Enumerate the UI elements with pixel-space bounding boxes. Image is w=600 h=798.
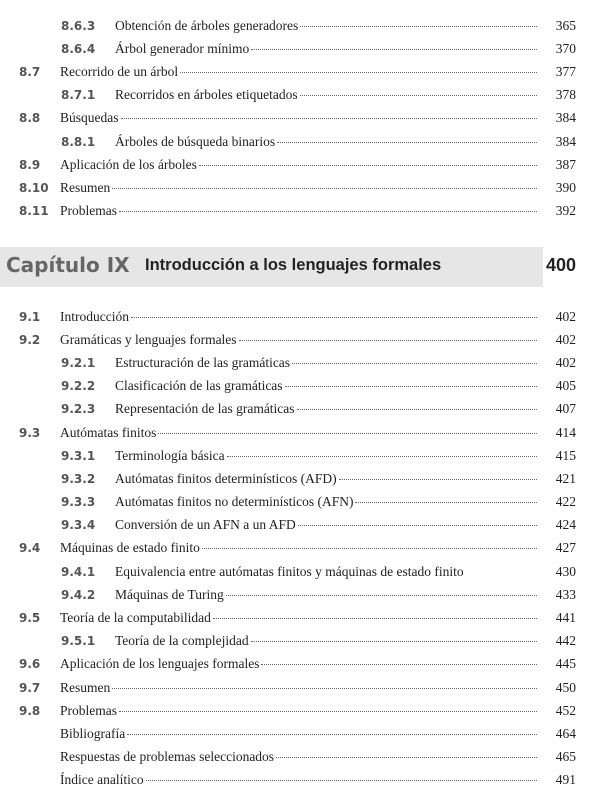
- page-number: 407: [555, 401, 576, 417]
- section-title: Teoría de la complejidad: [115, 633, 249, 649]
- dot-leader: [355, 502, 537, 503]
- page-number: 452: [555, 702, 576, 718]
- section-number: 8.8.1: [61, 134, 96, 149]
- dot-leader: [146, 780, 537, 781]
- section-title: Resumen: [60, 179, 111, 195]
- section-number: 9.5.1: [61, 634, 96, 649]
- dot-leader: [300, 26, 537, 27]
- page-number: 402: [555, 331, 576, 347]
- section-number: 8.10: [19, 180, 49, 195]
- section-title: Problemas: [60, 702, 117, 718]
- section-number: 8.9: [19, 157, 41, 172]
- toc-entry: [0, 375, 600, 398]
- toc-entry: [0, 630, 600, 653]
- section-number: 9.3.4: [61, 518, 96, 533]
- section-title: Respuestas de problemas seleccionados: [60, 749, 275, 765]
- section-number: 9.5: [19, 611, 41, 626]
- dot-leader: [119, 711, 537, 712]
- page-number: 390: [555, 179, 576, 195]
- section-number: 9.3.2: [61, 471, 96, 486]
- toc-entry: [0, 560, 600, 583]
- toc-entry: [0, 491, 600, 514]
- toc-entry: [0, 583, 600, 606]
- page-number: 377: [555, 63, 576, 79]
- toc-entry: [0, 676, 600, 699]
- page-number: 384: [555, 110, 576, 126]
- section-number: 8.6.4: [61, 41, 96, 56]
- section-title: Representación de las gramáticas: [115, 401, 295, 417]
- dot-leader: [180, 72, 537, 73]
- toc-entry: [0, 37, 600, 60]
- page-number: 414: [555, 424, 576, 440]
- page-number: 402: [555, 308, 576, 324]
- toc-entry: [0, 467, 600, 490]
- section-title: Resumen: [60, 679, 111, 695]
- toc-entry: [0, 328, 600, 351]
- section-number: 9.3.3: [61, 495, 96, 510]
- page-number: 415: [555, 447, 576, 463]
- dot-leader: [297, 409, 537, 410]
- toc-entry: [0, 444, 600, 467]
- dot-leader: [277, 142, 537, 143]
- toc-entry: [0, 537, 600, 560]
- dot-leader: [131, 317, 537, 318]
- toc-entry: [0, 722, 600, 745]
- section-title: Equivalencia entre autómatas finitos y máquinas de estado finito: [115, 563, 464, 579]
- dot-leader: [158, 433, 537, 434]
- section-number: 9.7: [19, 680, 41, 695]
- dot-leader: [121, 118, 538, 119]
- section-number: 9.2.2: [61, 379, 96, 394]
- dot-leader: [226, 595, 537, 596]
- page-number: 421: [555, 470, 576, 486]
- page-number: 430: [555, 563, 576, 579]
- section-title: Introducción: [60, 308, 129, 324]
- dot-leader: [112, 188, 537, 189]
- section-title: Conversión de un AFN a un AFD: [115, 517, 296, 533]
- page-number: 387: [555, 156, 576, 172]
- chapter-page: 400: [545, 255, 576, 275]
- page-number: 424: [555, 517, 576, 533]
- section-title: Autómatas finitos: [60, 424, 157, 440]
- section-title: Terminología básica: [115, 447, 225, 463]
- toc-entry: [0, 769, 600, 792]
- section-title: Estructuración de las gramáticas: [115, 354, 291, 370]
- page-number: 378: [555, 87, 576, 103]
- section-number: 9.8: [19, 703, 41, 718]
- page-number: 427: [555, 540, 576, 556]
- page-number: 464: [555, 725, 576, 741]
- section-number: 8.8: [19, 111, 41, 126]
- section-title: Gramáticas y lenguajes formales: [60, 331, 237, 347]
- dot-leader: [339, 479, 537, 480]
- page-number: 465: [555, 749, 576, 765]
- page-number: 491: [555, 772, 576, 788]
- dot-leader: [127, 734, 537, 735]
- section-title: Índice analítico: [60, 772, 144, 788]
- section-number: 8.11: [19, 204, 49, 219]
- dot-leader: [298, 525, 537, 526]
- dot-leader: [213, 618, 537, 619]
- chapter-heading: [0, 247, 600, 287]
- section-title: Obtención de árboles generadores: [115, 17, 299, 33]
- chapter-title: Introducción a los lenguajes formales: [145, 256, 442, 274]
- chapter-label: Capítulo IX: [6, 253, 130, 277]
- section-title: Recorridos en árboles etiquetados: [115, 87, 298, 103]
- toc-entry: [0, 514, 600, 537]
- toc-entry: [0, 351, 600, 374]
- section-title: Problemas: [60, 203, 117, 219]
- section-number: 9.1: [19, 309, 41, 324]
- dot-leader: [112, 688, 537, 689]
- page-number: 392: [555, 203, 576, 219]
- dot-leader: [119, 211, 537, 212]
- section-number: 9.4.1: [61, 564, 96, 579]
- toc-entry: [0, 699, 600, 722]
- toc-entry: [0, 130, 600, 153]
- dot-leader: [202, 548, 537, 549]
- dot-leader: [227, 456, 537, 457]
- page-number: 441: [555, 610, 576, 626]
- dot-leader: [251, 641, 537, 642]
- page-number: 450: [555, 679, 576, 695]
- section-title: Aplicación de los lenguajes formales: [60, 656, 260, 672]
- dot-leader: [285, 386, 537, 387]
- section-number: 9.3.1: [61, 448, 96, 463]
- toc-entry: [0, 746, 600, 769]
- section-title: Autómatas finitos no determinísticos (AFN): [115, 494, 354, 510]
- section-title: Teoría de la computabilidad: [60, 610, 211, 626]
- toc-entry: [0, 14, 600, 37]
- section-title: Árbol generador mínimo: [115, 40, 250, 56]
- toc-entry: [0, 398, 600, 421]
- toc-entry: [0, 653, 600, 676]
- page-number: 384: [555, 133, 576, 149]
- section-title: Aplicación de los árboles: [60, 156, 197, 172]
- page-number: 422: [555, 494, 576, 510]
- page-number: 370: [555, 40, 576, 56]
- section-title: Búsquedas: [60, 110, 119, 126]
- previous-chapter-toc: [0, 14, 600, 223]
- page-number: 365: [555, 17, 576, 33]
- dot-leader: [261, 664, 537, 665]
- toc-entry: [0, 421, 600, 444]
- section-number: 9.4: [19, 541, 41, 556]
- toc-entry: [0, 606, 600, 629]
- toc-entry: [0, 176, 600, 199]
- section-title: Bibliografía: [60, 725, 126, 741]
- toc-entry: [0, 153, 600, 176]
- section-title: Árboles de búsqueda binarios: [115, 133, 276, 149]
- section-number: 9.6: [19, 657, 41, 672]
- toc-entry: [0, 107, 600, 130]
- chapter-toc: [0, 305, 600, 792]
- section-number: 8.7: [19, 64, 41, 79]
- page-number: 442: [555, 633, 576, 649]
- section-number: 8.6.3: [61, 18, 96, 33]
- section-title: Clasificación de las gramáticas: [115, 378, 283, 394]
- section-number: 8.7.1: [61, 88, 96, 103]
- toc-entry: [0, 305, 600, 328]
- section-number: 9.3: [19, 425, 41, 440]
- dot-leader: [199, 165, 537, 166]
- page-number: 402: [555, 354, 576, 370]
- dot-leader: [251, 49, 537, 50]
- section-number: 9.2: [19, 332, 41, 347]
- dot-leader: [239, 340, 537, 341]
- dot-leader: [276, 757, 537, 758]
- dot-leader: [300, 95, 537, 96]
- section-number: 9.2.1: [61, 355, 96, 370]
- section-title: Recorrido de un árbol: [60, 63, 179, 79]
- dot-leader: [292, 363, 537, 364]
- page-number: 433: [555, 586, 576, 602]
- toc-entry: [0, 60, 600, 83]
- section-title: Máquinas de Turing: [115, 586, 224, 602]
- toc-entry: [0, 84, 600, 107]
- page-number: 445: [555, 656, 576, 672]
- section-title: Autómatas finitos determinísticos (AFD): [115, 470, 337, 486]
- section-title: Máquinas de estado finito: [60, 540, 200, 556]
- section-number: 9.2.3: [61, 402, 96, 417]
- toc-entry: [0, 200, 600, 223]
- page-number: 405: [555, 378, 576, 394]
- section-number: 9.4.2: [61, 587, 96, 602]
